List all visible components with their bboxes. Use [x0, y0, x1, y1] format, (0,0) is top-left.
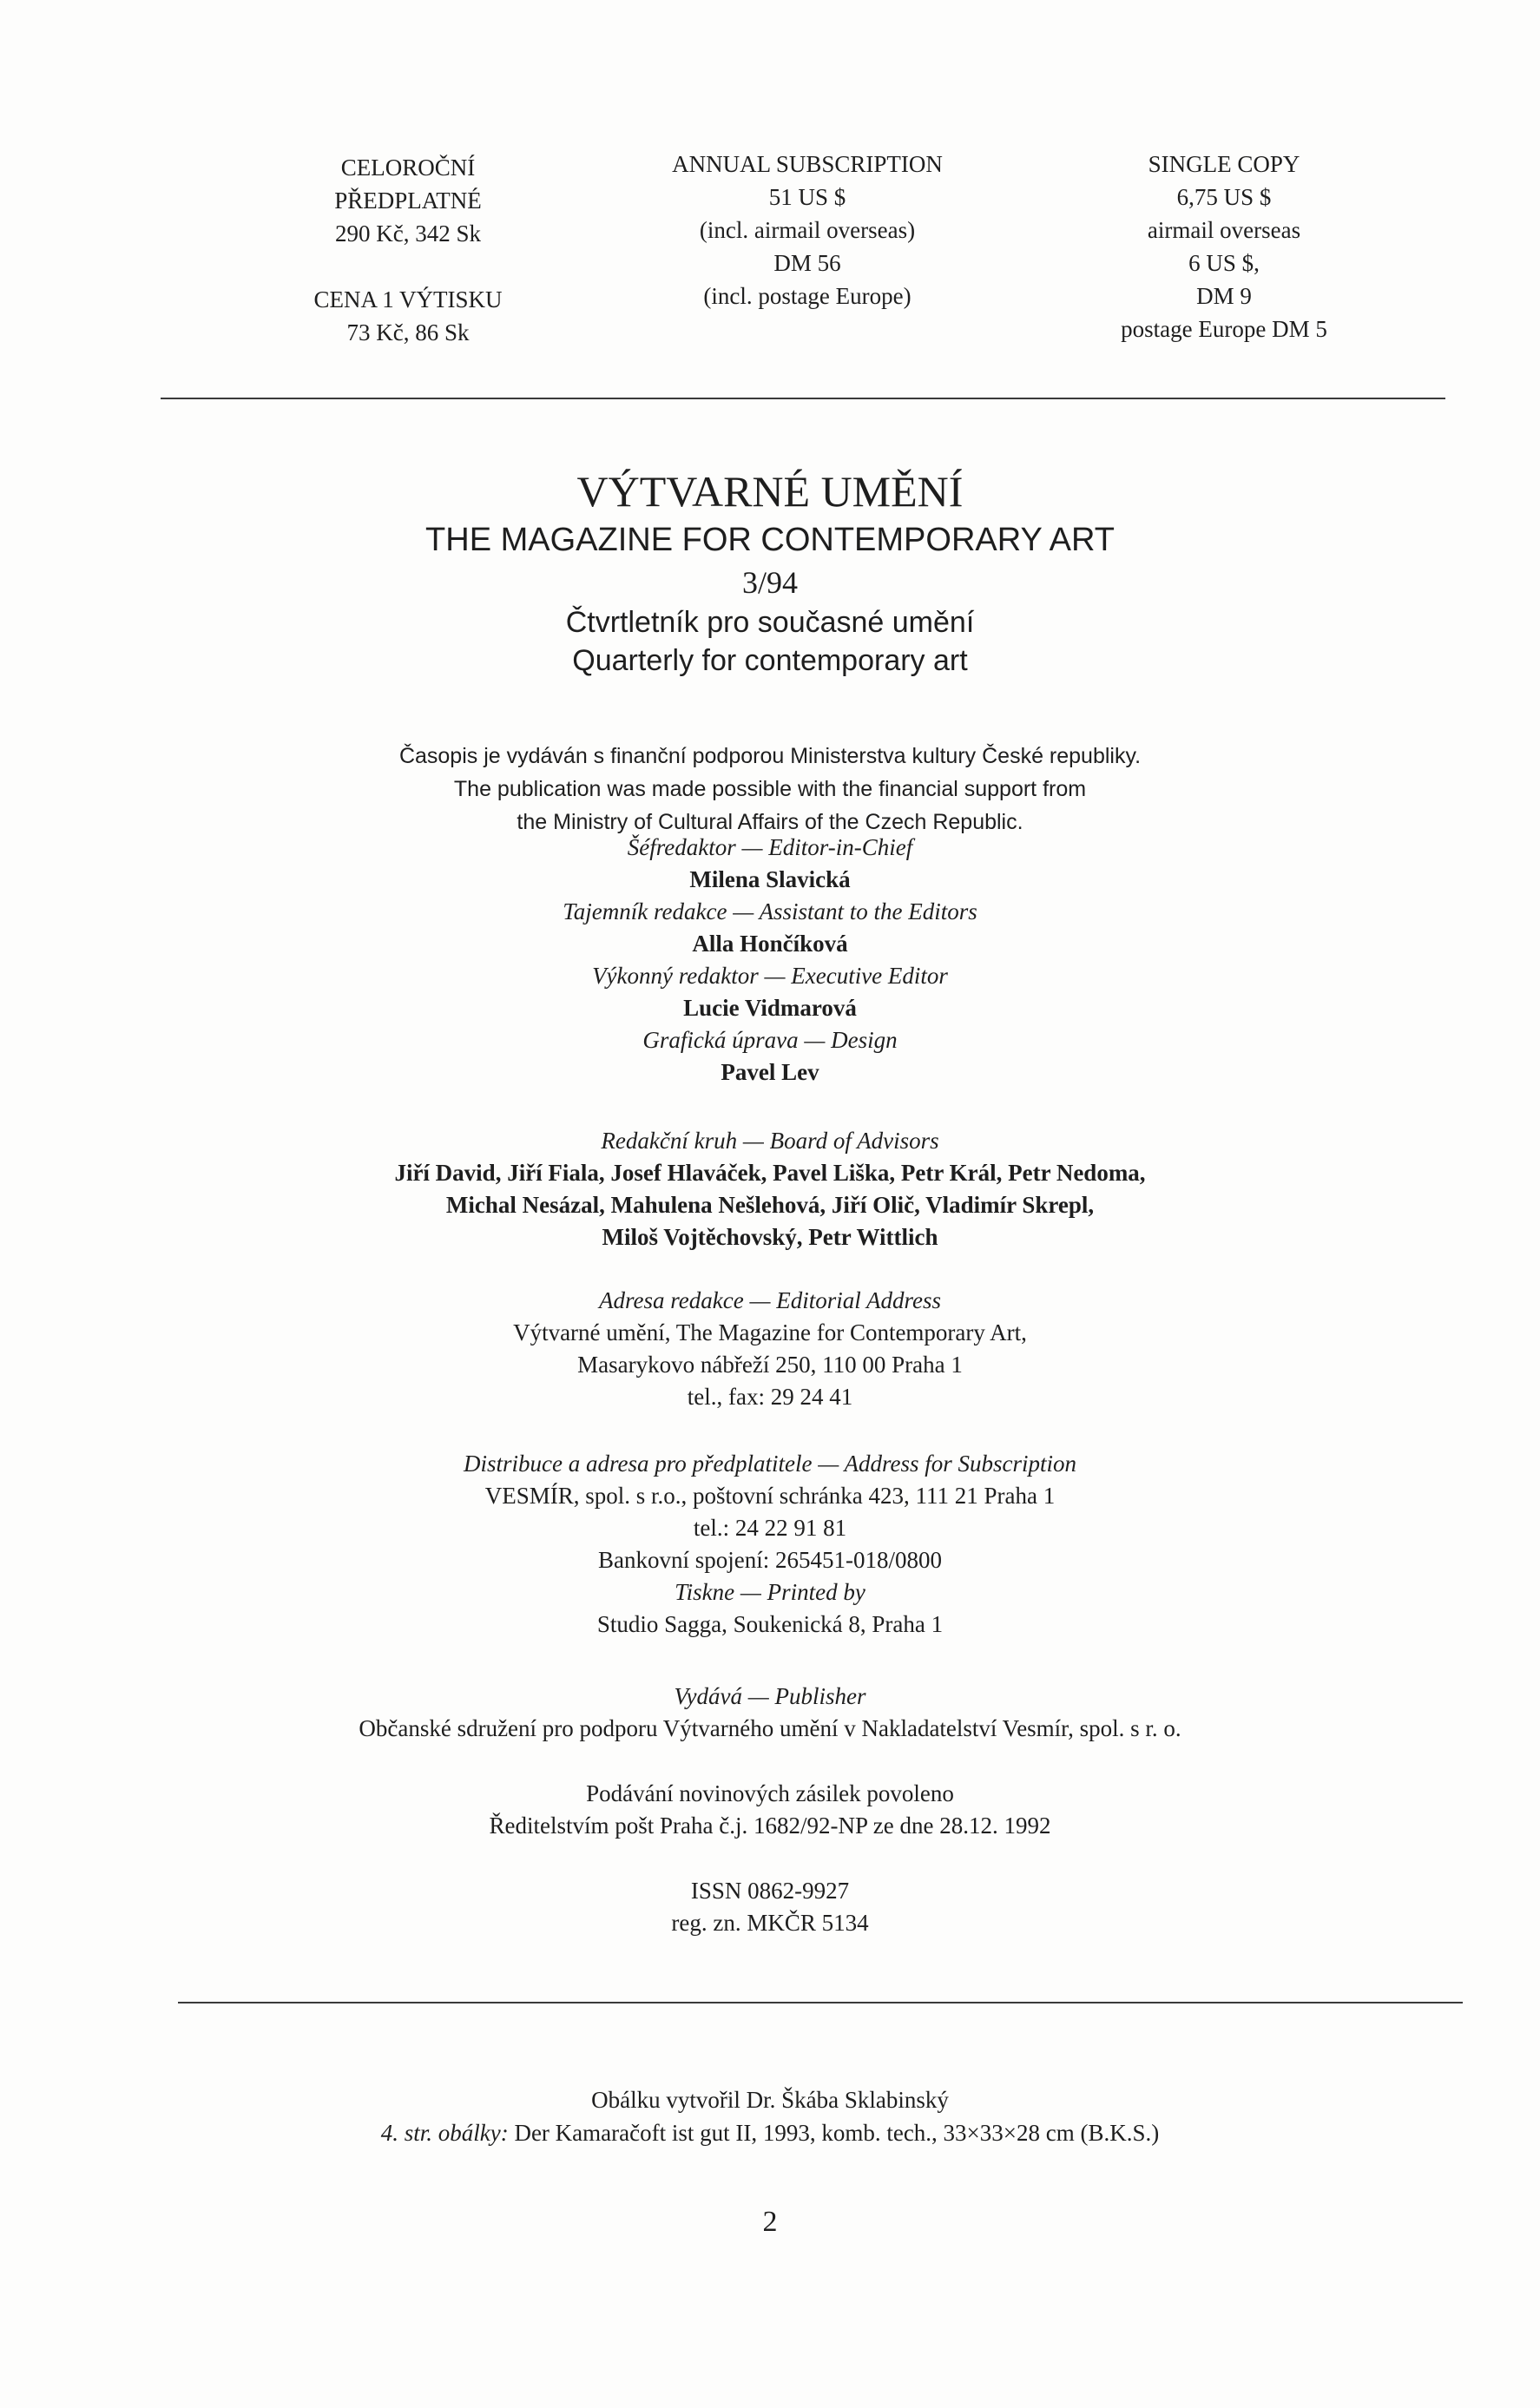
support-cz: Časopis je vydáván s finanční podporou Ministerstva kultury České republiky. [398, 744, 1142, 768]
cover-label: 4. str. obálky: [380, 2120, 509, 2146]
czech-subscription-price: 290 Kč, 342 Sk [335, 220, 481, 247]
staff-name: Lucie Vidmarová [683, 995, 857, 1021]
tagline-cz: Čtvrtletník pro současné umění [565, 606, 975, 639]
staff-role: Šéfredaktor — Editor-in-Chief [627, 834, 913, 860]
distribution-line: tel.: 24 22 91 81 [693, 1515, 847, 1541]
annual-title: ANNUAL SUBSCRIPTION [672, 151, 943, 177]
postal-permit [0, 1778, 1540, 1842]
support-en1: The publication was made possible with the financial support from [453, 777, 1087, 801]
staff-name: Alla Hončíková [692, 931, 848, 957]
top-divider [161, 398, 1445, 399]
single-line3: 6 US $, [1188, 250, 1260, 276]
masthead [0, 464, 1540, 680]
issue-number: 3/94 [741, 565, 798, 600]
masthead-title: VÝTVARNÉ UMĚNÍ [576, 467, 964, 516]
annual-line4: (incl. postage Europe) [703, 283, 911, 309]
cover-credit [0, 2083, 1540, 2149]
czech-single-title: CENA 1 VÝTISKU [313, 286, 503, 313]
postal-line: Ředitelstvím pošt Praha č.j. 1682/92-NP ze dne 28.12. 1992 [489, 1813, 1051, 1839]
distribution-line: Bankovní spojení: 265451-018/0800 [598, 1547, 942, 1573]
address-line: Výtvarné umění, The Magazine for Contemporary Art, [513, 1319, 1027, 1345]
masthead-subtitle: THE MAGAZINE FOR CONTEMPORARY ART [425, 522, 1115, 558]
distribution-role: Distribuce a adresa pro předplatitele — Address for Subscription [464, 1451, 1076, 1477]
reg-line: reg. zn. MKČR 5134 [671, 1910, 869, 1936]
cover-text: Der Kamaračoft ist gut II, 1993, komb. tech., 33×33×28 cm (B.K.S.) [508, 2120, 1160, 2146]
cover-line1: Obálku vytvořil Dr. Škába Sklabinský [591, 2087, 949, 2113]
single-title: SINGLE COPY [1148, 151, 1300, 177]
distribution [0, 1448, 1540, 1641]
tagline-en: Quarterly for contemporary art [572, 644, 968, 677]
board-line: Jiří David, Jiří Fiala, Josef Hlaváček, Pavel Liška, Petr Král, Petr Nedoma, [394, 1160, 1146, 1186]
cover-line2 [0, 2116, 1540, 2149]
board-line: Miloš Vojtěchovský, Petr Wittlich [602, 1224, 938, 1250]
printer-line: Studio Sagga, Soukenická 8, Praha 1 [596, 1611, 944, 1637]
issn-block [0, 1875, 1540, 1939]
publisher [0, 1681, 1540, 1745]
staff-role: Tajemník redakce — Assistant to the Editors [563, 898, 977, 924]
publisher-line: Občanské sdružení pro podporu Výtvarného umění v Nakladatelství Vesmír, spol. s r. o. [359, 1715, 1181, 1741]
board-line: Michal Nesázal, Mahulena Nešlehová, Jiří Olič, Vladimír Skrepl, [445, 1192, 1095, 1218]
price-single-column [1085, 148, 1363, 345]
single-line4: DM 9 [1196, 283, 1252, 309]
single-line1: 6,75 US $ [1176, 184, 1272, 210]
single-line5: postage Europe DM 5 [1121, 316, 1327, 342]
price-annual-column [642, 148, 972, 313]
staff-role: Výkonný redaktor — Executive Editor [592, 963, 948, 989]
page-number: 2 [762, 2206, 778, 2238]
staff-name: Milena Slavická [689, 866, 851, 892]
czech-single-price: 73 Kč, 86 Sk [346, 319, 470, 345]
annual-line3: DM 56 [773, 250, 841, 276]
support-en2: the Ministry of Cultural Affairs of the Czech Republic. [517, 810, 1023, 834]
czech-subscription-title2: PŘEDPLATNÉ [334, 188, 482, 214]
issn-line: ISSN 0862-9927 [690, 1878, 850, 1904]
price-czech-column [278, 151, 538, 349]
address-role: Adresa redakce — Editorial Address [599, 1287, 941, 1313]
address-line: Masarykovo nábřeží 250, 110 00 Praha 1 [577, 1352, 963, 1378]
postal-line: Podávání novinových zásilek povoleno [586, 1780, 954, 1806]
support-note [0, 740, 1540, 839]
editorial-address [0, 1285, 1540, 1413]
bottom-divider [178, 2002, 1463, 2003]
annual-line2: (incl. airmail overseas) [699, 217, 916, 243]
staff-list [0, 832, 1540, 1089]
distribution-line: VESMÍR, spol. s r.o., poštovní schránka 423, 111 21 Praha 1 [484, 1483, 1056, 1509]
annual-line1: 51 US $ [768, 184, 846, 210]
board-of-advisors [0, 1125, 1540, 1253]
publisher-role: Vydává — Publisher [674, 1683, 866, 1709]
staff-role: Grafická úprava — Design [642, 1027, 898, 1053]
address-line: tel., fax: 29 24 41 [687, 1384, 853, 1410]
czech-subscription-title: CELOROČNÍ [340, 155, 476, 181]
printer-role: Tiskne — Printed by [675, 1579, 865, 1605]
staff-name: Pavel Lev [721, 1059, 819, 1085]
board-role: Redakční kruh — Board of Advisors [601, 1128, 939, 1154]
single-line2: airmail overseas [1147, 217, 1301, 243]
